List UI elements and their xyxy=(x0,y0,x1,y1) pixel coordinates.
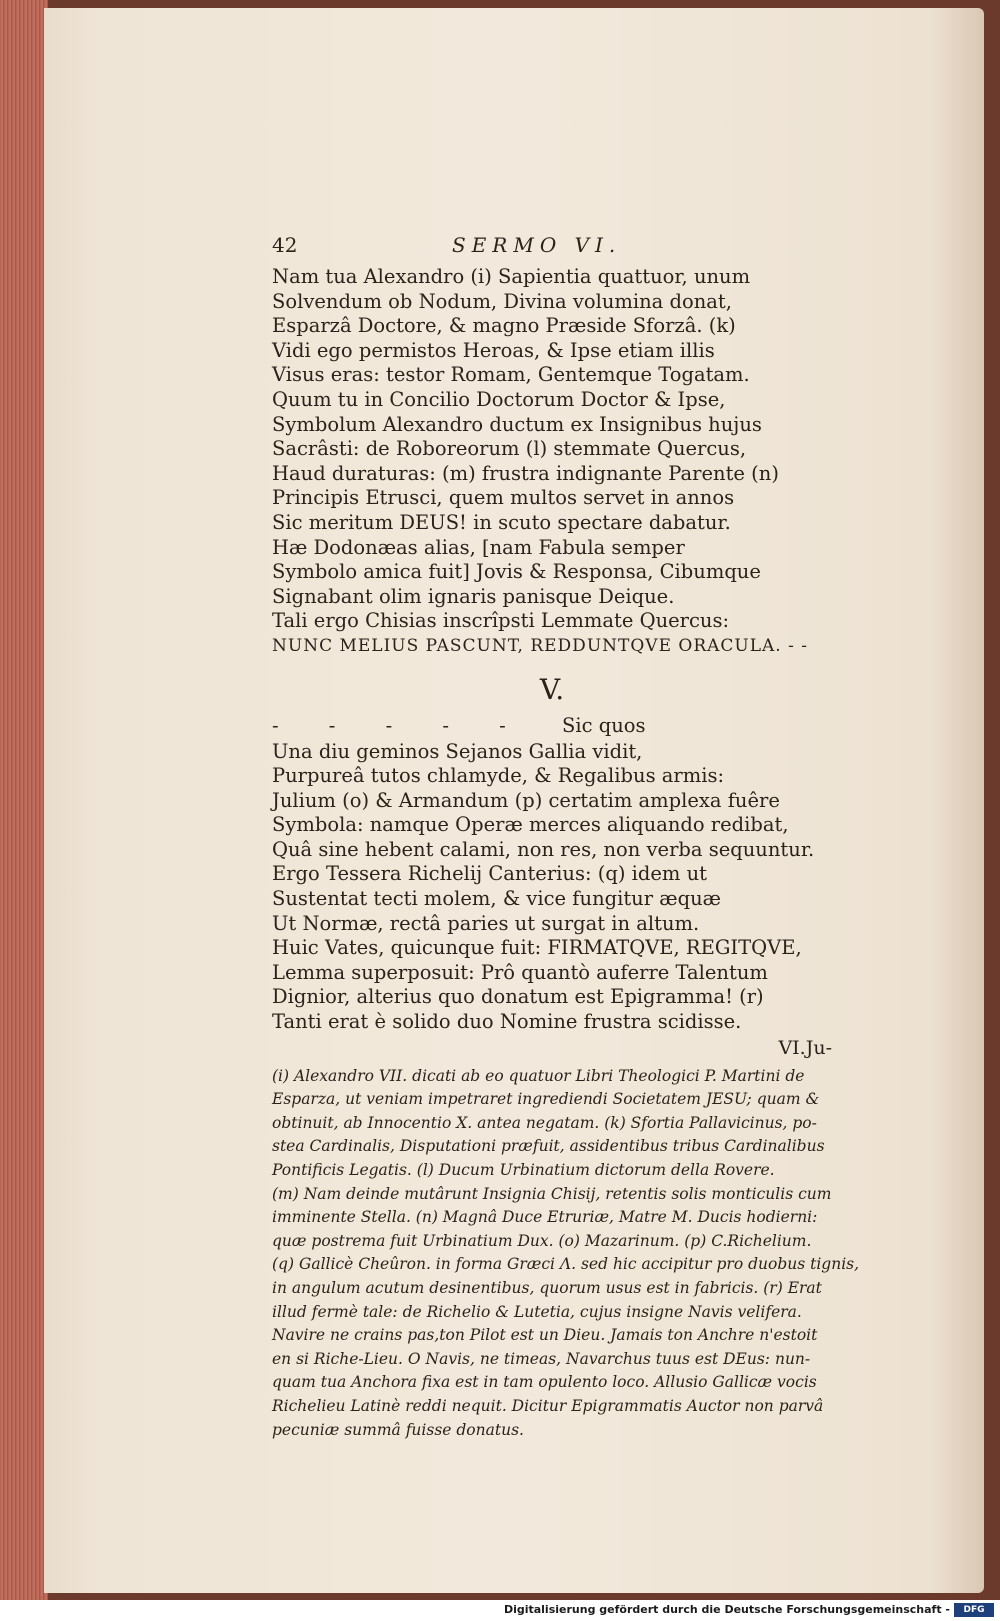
verse-line: Symbolo amica fuit] Jovis & Responsa, Cibumque xyxy=(272,560,761,584)
footnote-line: Pontificis Legatis. (l) Ducum Urbinatium dictorum della Rovere. xyxy=(272,1161,775,1179)
footnote-line: imminente Stella. (n) Magnâ Duce Etruriæ, Matre M. Ducis hodierni: xyxy=(272,1208,818,1227)
footnote-line: Richelieu Latinè reddi nequit. Dicitur Epigrammatis Auctor non parvâ xyxy=(272,1396,824,1415)
footnotes xyxy=(272,1065,860,1443)
page-content xyxy=(272,233,860,1442)
footnote-line: quam tua Anchora fixa est in tam opulento loco. Allusio Gallicæ vocis xyxy=(272,1373,817,1392)
verse-line: Symbolum Alexandro ductum ex Insignibus hujus xyxy=(272,412,762,436)
catchword: VI.Ju- xyxy=(778,1036,832,1059)
footnote-line: (m) Nam deinde mutârunt Insignia Chisij, retentis solis monticulis cum xyxy=(272,1184,832,1203)
verse-line: Ergo Tessera Richelij Canterius: (q) idem ut xyxy=(272,862,707,886)
footnote-line: illud fermè tale: de Richelio & Lutetia, cujus insigne Navis velifera. xyxy=(272,1302,802,1321)
verse-line: Sacrâsti: de Roboreorum (l) stemmate Quercus, xyxy=(272,437,747,461)
footnote-line: (q) Gallicè Cheûron. in forma Græci Λ. sed hic accipitur pro duobus tignis, xyxy=(272,1255,860,1274)
verse-line: Tanti erat è solido duo Nomine frustra scidisse. xyxy=(272,1010,742,1034)
verse-line: Dignior, alterius quo donatum est Epigramma! (r) xyxy=(272,985,764,1009)
ellipsis-line xyxy=(272,714,832,740)
verse-line: Esparzâ Doctore, & magno Præside Sforzâ. (k) xyxy=(272,314,736,338)
footer-credit: Digitalisierung gefördert durch die Deutsche Forschungsgemeinschaft - xyxy=(503,1603,950,1616)
verse-line: Quâ sine hebent calami, non res, non verba sequuntur. xyxy=(272,837,815,861)
verse-line: Quum tu in Concilio Doctorum Doctor & Ipse, xyxy=(272,387,726,411)
footnote-line: obtinuit, ab Innocentio X. antea negatam. (k) Sfortia Pallavicinus, po- xyxy=(272,1113,817,1132)
verse-block-1 xyxy=(272,265,832,634)
motto-nunc-melius: NUNC MELIUS PASCUNT, REDDUNTQVE ORACULA. - - xyxy=(272,635,808,656)
page-header xyxy=(272,233,832,263)
running-title: SERMO VI. xyxy=(452,233,622,257)
verse-line: Purpureâ tutos chlamyde, & Regalibus armis: xyxy=(272,764,725,788)
footnote-line: in angulum acutum desinentibus, quorum usus est in fabricis. (r) Erat xyxy=(272,1278,822,1297)
verse-line: Principis Etrusci, quem multos servet in annos xyxy=(272,486,735,510)
footnote-line: stea Cardinalis, Disputationi præfuit, assidentibus tribus Cardinalibus xyxy=(272,1137,825,1156)
book-page-edges xyxy=(0,0,48,1600)
verse-line: Symbola: namque Operæ merces aliquando redibat, xyxy=(272,813,789,837)
verse-line: Nam tua Alexandro (i) Sapientia quattuor, unum xyxy=(272,265,751,288)
page-number: 42 xyxy=(272,233,298,257)
verse-line: Julium (o) & Armandum (p) certatim amplexa fuêre xyxy=(272,788,780,812)
verse-line: Sic meritum DEUS! in scuto spectare dabatur. xyxy=(272,510,731,534)
verse-line: Lemma superposuit: Prô quantò auferre Talentum xyxy=(272,960,768,984)
verse-line: Una diu geminos Sejanos Gallia vidit, xyxy=(272,739,643,763)
book-page xyxy=(44,8,984,1593)
footnote-line: Navire ne crains pas,ton Pilot est un Dieu. Jamais ton Anchre n'estoit xyxy=(272,1326,818,1345)
verse-line: Ut Normæ, rectâ paries ut surgat in altum. xyxy=(272,911,700,935)
ellipsis-dashes: - - - - - xyxy=(272,713,528,737)
footnote-line: pecuniæ summâ fuisse donatus. xyxy=(272,1420,524,1439)
verse-line: Vidi ego permistos Heroas, & Ipse etiam illis xyxy=(272,338,715,362)
section-title: V. xyxy=(539,672,565,706)
footer-bar xyxy=(0,1600,1000,1621)
verse-block-2 xyxy=(272,740,832,1035)
verse-line: Signabant olim ignaris panisque Deique. xyxy=(272,584,675,608)
dfg-logo-icon: DFG xyxy=(954,1603,994,1617)
footnote-line: (i) Alexandro VII. dicati ab eo quatuor Libri Theologici P. Martini de xyxy=(272,1066,805,1085)
verse-line: Visus eras: testor Romam, Gentemque Togatam. xyxy=(272,363,750,387)
footnote-line: Esparza, ut veniam impetraret ingrediendi Societatem JESU; quam & xyxy=(272,1090,820,1109)
verse-line: Hæ Dodonæas alias, [nam Fabula semper xyxy=(272,535,685,559)
verse-line: Tali ergo Chisias inscrîpsti Lemmate Quercus: xyxy=(272,609,730,633)
verse-line: Solvendum ob Nodum, Divina volumina donat, xyxy=(272,289,732,313)
verse-line: Sustentat tecti molem, & vice fungitur æquæ xyxy=(272,887,721,911)
verse-line: Haud duraturas: (m) frustra indignante Parente (n) xyxy=(272,461,779,485)
footnote-line: en si Riche-Lieu. O Navis, ne timeas, Navarchus tuus est DEus: nun- xyxy=(272,1349,811,1368)
footnote-line: quæ postrema fuit Urbinatium Dux. (o) Mazarinum. (p) C.Richelium. xyxy=(272,1231,812,1250)
verse-line: Huic Vates, quicunque fuit: FIRMATQVE, REGITQVE, xyxy=(272,936,802,960)
ellipsis-tail: Sic quos xyxy=(562,713,646,737)
